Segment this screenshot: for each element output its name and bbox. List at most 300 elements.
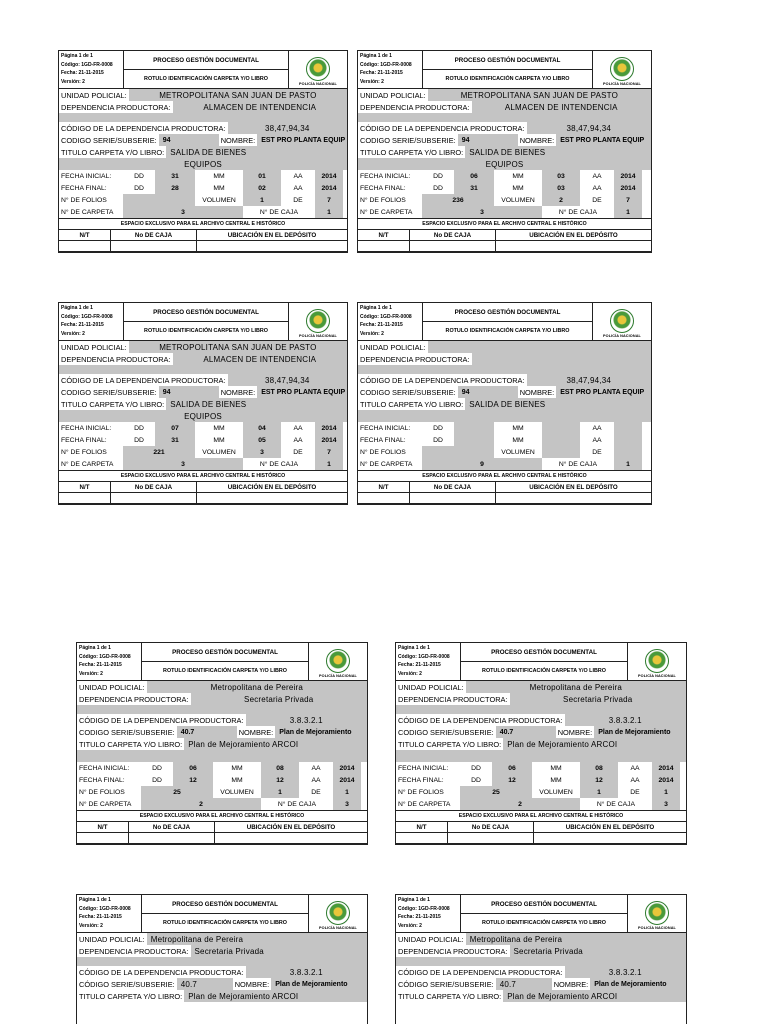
caja-value: 1 (315, 206, 343, 218)
codigo-dep-value: 3.8.3.2.1 (289, 967, 323, 977)
nt-cell (358, 493, 410, 504)
unidad-value: METROPOLITANA SAN JUAN DE PASTO (159, 90, 317, 100)
document-meta (358, 303, 423, 340)
page-info: Página 1 de 1 (360, 53, 392, 59)
dependencia-label: DEPENDENCIA PRODUCTORA: (360, 102, 470, 112)
folder-label-pasto-3 (58, 302, 348, 505)
carpeta-row (358, 458, 651, 470)
folios-value: 25 (460, 786, 532, 798)
dependencia-value: ALMACEN DE INTENDENCIA (203, 102, 317, 112)
ini-aa-value: 2014 (652, 762, 680, 774)
fecha-final-label: FECHA FINAL: (77, 774, 141, 786)
folios-label: N° DE FOLIOS (77, 786, 141, 798)
no-caja-cell (129, 833, 215, 844)
code-info: Código: 1GD-FR-0008 (360, 61, 412, 68)
police-seal-icon (326, 901, 350, 925)
ini-aa-value: 2014 (315, 422, 343, 434)
no-caja-header: No DE CAJA (410, 230, 496, 241)
mm-label: MM (494, 434, 542, 446)
date-info: Fecha: 21-11-2015 (79, 662, 122, 668)
archive-table (59, 482, 347, 504)
version-info: Versión: 2 (360, 330, 384, 337)
serie-value: 40.7 (180, 979, 198, 989)
caja-label: N° DE CAJA (542, 458, 614, 470)
titulo2-row (358, 410, 651, 422)
fecha-inicial-label: FECHA INICIAL: (358, 170, 422, 182)
de-value: 7 (614, 194, 642, 206)
titulo2-row (77, 750, 367, 762)
fin-mm-value: 05 (243, 434, 281, 446)
codigo-dep-row (358, 122, 651, 134)
serie-label: CODIGO SERIE/SUBSERIE: (398, 727, 494, 737)
nt-header: N/T (396, 822, 448, 833)
fecha-final-label: FECHA FINAL: (59, 182, 123, 194)
spacer-row (59, 365, 347, 374)
carpeta-label: N° DE CARPETA (59, 458, 123, 470)
serie-row (59, 134, 347, 146)
codigo-dep-row (59, 122, 347, 134)
unidad-value: Metropolitana de Pereira (210, 682, 304, 692)
serie-label: CODIGO SERIE/SUBSERIE: (79, 727, 175, 737)
nombre-label: NOMBRE: (220, 135, 256, 145)
folder-label-pereira-4 (395, 894, 687, 1024)
ubicacion-cell (197, 493, 347, 504)
serie-row (59, 386, 347, 398)
titulo-label: TITULO CARPETA Y/O LIBRO: (61, 147, 165, 157)
dependencia-value: Secretaria Privada (244, 694, 314, 704)
unidad-row (358, 89, 651, 101)
logo-text: POLICÍA NACIONAL (319, 674, 357, 678)
dd-label: DD (422, 170, 454, 182)
carpeta-value: 2 (141, 798, 261, 810)
codigo-dep-label: CÓDIGO DE LA DEPENDENCIA PRODUCTORA: (61, 375, 226, 385)
titulo-value: SALIDA DE BIENES (170, 399, 247, 409)
fecha-inicial-label: FECHA INICIAL: (59, 170, 123, 182)
archive-section-title: ESPACIO EXCLUSIVO PARA EL ARCHIVO CENTRAL E HISTÓRICO (396, 810, 686, 822)
serie-value: 40.7 (180, 728, 195, 736)
rotulo-title: ROTULO IDENTIFICACIÓN CARPETA Y/O LIBRO (144, 76, 268, 82)
volumen-value: 1 (580, 786, 618, 798)
de-label: DE (580, 446, 614, 458)
codigo-dep-label: CÓDIGO DE LA DEPENDENCIA PRODUCTORA: (398, 715, 563, 725)
caja-label: N° DE CAJA (243, 206, 315, 218)
titulo-value: SALIDA DE BIENES (469, 399, 546, 409)
police-seal-icon (610, 309, 634, 333)
page-info: Página 1 de 1 (360, 305, 392, 311)
mm-label: MM (494, 170, 542, 182)
fecha-final-row (59, 434, 347, 446)
fin-mm-value: 12 (580, 774, 618, 786)
nombre-value: Plan de Mejoramiento (275, 980, 348, 988)
nt-cell (77, 833, 129, 844)
nt-cell (59, 241, 111, 252)
spacer-row (396, 957, 686, 966)
titulo-label: TITULO CARPETA Y/O LIBRO: (360, 147, 464, 157)
document-meta (77, 643, 142, 680)
ini-aa-value: 2014 (315, 170, 343, 182)
no-caja-header: No DE CAJA (129, 822, 215, 833)
code-info: Código: 1GD-FR-0008 (79, 653, 131, 660)
volumen-value (542, 446, 580, 458)
codigo-dep-row (396, 966, 686, 978)
fin-aa-value: 2014 (315, 434, 343, 446)
aa-label: AA (299, 762, 333, 774)
fecha-final-row (59, 182, 347, 194)
label-header (396, 643, 686, 681)
label-header (77, 643, 367, 681)
aa-label: AA (618, 762, 652, 774)
titulo-label: TITULO CARPETA Y/O LIBRO: (398, 739, 502, 749)
fecha-final-label: FECHA FINAL: (358, 182, 422, 194)
unidad-row (396, 681, 686, 693)
fecha-inicial-row (358, 422, 651, 434)
nombre-value: EST PRO PLANTA EQUIP (560, 388, 645, 396)
document-meta (358, 51, 423, 88)
fin-mm-value (542, 434, 580, 446)
fin-aa-value: 2014 (614, 182, 642, 194)
mm-label: MM (494, 422, 542, 434)
codigo-dep-value: 3.8.3.2.1 (608, 715, 642, 725)
spacer-row (77, 705, 367, 714)
codigo-dep-row (358, 374, 651, 386)
fin-dd-value: 28 (155, 182, 195, 194)
codigo-dep-row (396, 714, 686, 726)
dependencia-label: DEPENDENCIA PRODUCTORA: (79, 694, 189, 704)
mm-label: MM (213, 774, 261, 786)
folios-label: N° DE FOLIOS (358, 194, 422, 206)
codigo-dep-row (77, 714, 367, 726)
document-meta (396, 643, 461, 680)
carpeta-value: 3 (123, 206, 243, 218)
serie-value: 94 (461, 136, 470, 144)
logo-text: POLICÍA NACIONAL (299, 334, 337, 338)
unidad-label: UNIDAD POLICIAL: (61, 90, 127, 100)
codigo-dep-label: CÓDIGO DE LA DEPENDENCIA PRODUCTORA: (79, 967, 244, 977)
serie-value: 40.7 (499, 979, 517, 989)
carpeta-value: 9 (422, 458, 542, 470)
ini-dd-value: 06 (173, 762, 213, 774)
aa-label: AA (618, 774, 652, 786)
mm-label: MM (195, 182, 243, 194)
aa-label: AA (281, 170, 315, 182)
carpeta-value: 3 (123, 458, 243, 470)
code-info: Código: 1GD-FR-0008 (79, 905, 131, 912)
folder-label-pereira-3 (76, 894, 368, 1024)
header-titles (124, 51, 289, 88)
nombre-label: NOMBRE: (519, 135, 555, 145)
ini-dd-value: 06 (454, 170, 494, 182)
police-logo (309, 895, 367, 932)
codigo-dep-value: 38,47,94,34 (566, 123, 611, 133)
date-info: Fecha: 21-11-2015 (398, 662, 441, 668)
codigo-dep-row (77, 966, 367, 978)
serie-row (358, 134, 651, 146)
police-logo (289, 303, 347, 340)
dependencia-label: DEPENDENCIA PRODUCTORA: (398, 946, 508, 956)
aa-label: AA (580, 170, 614, 182)
dependencia-row (59, 101, 347, 113)
version-info: Versión: 2 (61, 330, 85, 337)
ubicacion-header: UBICACIÓN EN EL DEPÓSITO (215, 822, 367, 833)
version-info: Versión: 2 (79, 670, 103, 677)
volumen-label: VOLUMEN (195, 194, 243, 206)
ubicacion-header: UBICACIÓN EN EL DEPÓSITO (197, 482, 347, 493)
header-titles (461, 643, 628, 680)
fin-dd-value: 12 (173, 774, 213, 786)
ini-mm-value: 08 (580, 762, 618, 774)
titulo-row (358, 398, 651, 410)
nombre-label: NOMBRE: (238, 727, 274, 737)
aa-label: AA (580, 182, 614, 194)
folios-value (422, 446, 494, 458)
titulo-row (396, 990, 686, 1002)
unidad-label: UNIDAD POLICIAL: (61, 342, 127, 352)
fecha-inicial-label: FECHA INICIAL: (358, 422, 422, 434)
fecha-inicial-label: FECHA INICIAL: (396, 762, 460, 774)
fecha-final-row (77, 774, 367, 786)
folios-label: N° DE FOLIOS (59, 194, 123, 206)
de-value: 1 (652, 786, 680, 798)
folder-label-pereira-1 (76, 642, 368, 845)
caja-value: 3 (333, 798, 361, 810)
ini-aa-value: 2014 (614, 170, 642, 182)
dependencia-row (358, 101, 651, 113)
aa-label: AA (281, 422, 315, 434)
volumen-label: VOLUMEN (213, 786, 261, 798)
fecha-final-row (358, 434, 651, 446)
codigo-dep-value: 38,47,94,34 (265, 123, 310, 133)
ini-mm-value: 08 (261, 762, 299, 774)
titulo-value: Plan de Mejoramiento ARCOI (507, 739, 618, 749)
carpeta-row (358, 206, 651, 218)
unidad-label: UNIDAD POLICIAL: (360, 90, 426, 100)
no-caja-cell (448, 833, 534, 844)
aa-label: AA (281, 434, 315, 446)
date-info: Fecha: 21-11-2015 (398, 914, 441, 920)
process-title: PROCESO GESTIÓN DOCUMENTAL (142, 643, 308, 662)
titulo-value: SALIDA DE BIENES (469, 147, 546, 157)
nt-cell (358, 241, 410, 252)
rotulo-title: ROTULO IDENTIFICACIÓN CARPETA Y/O LIBRO (144, 328, 268, 334)
unidad-label: UNIDAD POLICIAL: (398, 682, 464, 692)
folios-row (396, 786, 686, 798)
ini-aa-value (614, 422, 642, 434)
nt-header: N/T (358, 482, 410, 493)
logo-text: POLICÍA NACIONAL (299, 82, 337, 86)
nombre-label: NOMBRE: (553, 979, 589, 989)
titulo-row (396, 738, 686, 750)
volumen-label: VOLUMEN (195, 446, 243, 458)
titulo-label: TITULO CARPETA Y/O LIBRO: (79, 739, 183, 749)
no-caja-cell (111, 241, 197, 252)
nombre-value: Plan de Mejoramiento (594, 980, 667, 988)
ini-aa-value: 2014 (333, 762, 361, 774)
nombre-value: EST PRO PLANTA EQUIP (560, 136, 645, 144)
de-label: DE (299, 786, 333, 798)
date-info: Fecha: 21-11-2015 (61, 322, 104, 328)
dependencia-label: DEPENDENCIA PRODUCTORA: (398, 694, 508, 704)
serie-value: 40.7 (499, 728, 514, 736)
dependencia-value: Secretaria Privada (513, 946, 583, 956)
folder-label-pasto-2 (357, 50, 652, 253)
archive-table (77, 822, 367, 844)
archive-table (396, 822, 686, 844)
label-header (358, 51, 651, 89)
process-title: PROCESO GESTIÓN DOCUMENTAL (423, 51, 592, 70)
serie-value: 94 (461, 388, 470, 396)
dd-label: DD (141, 762, 173, 774)
unidad-value: METROPOLITANA SAN JUAN DE PASTO (159, 342, 317, 352)
folios-value: 25 (141, 786, 213, 798)
process-title: PROCESO GESTIÓN DOCUMENTAL (124, 51, 288, 70)
codigo-dep-label: CÓDIGO DE LA DEPENDENCIA PRODUCTORA: (79, 715, 244, 725)
spacer-row (59, 113, 347, 122)
volumen-label: VOLUMEN (494, 194, 542, 206)
titulo2-value: EQUIPOS (184, 159, 222, 169)
serie-value: 94 (162, 388, 171, 396)
fin-aa-value: 2014 (333, 774, 361, 786)
dependencia-label: DEPENDENCIA PRODUCTORA: (61, 102, 171, 112)
caja-value: 3 (652, 798, 680, 810)
version-info: Versión: 2 (79, 922, 103, 929)
police-logo (309, 643, 367, 680)
mm-label: MM (195, 170, 243, 182)
carpeta-row (77, 798, 367, 810)
titulo-label: TITULO CARPETA Y/O LIBRO: (79, 991, 183, 1001)
fecha-inicial-row (77, 762, 367, 774)
page-info: Página 1 de 1 (79, 645, 111, 651)
titulo-value: Plan de Mejoramiento ARCOI (188, 739, 299, 749)
date-info: Fecha: 21-11-2015 (79, 914, 122, 920)
unidad-label: UNIDAD POLICIAL: (360, 342, 426, 352)
fin-dd-value: 31 (155, 434, 195, 446)
de-value: 1 (333, 786, 361, 798)
titulo2-value: EQUIPOS (485, 159, 524, 169)
label-header (358, 303, 651, 341)
unidad-row (77, 933, 367, 945)
folios-row (59, 194, 347, 206)
rotulo-title: ROTULO IDENTIFICACIÓN CARPETA Y/O LIBRO (482, 668, 606, 674)
dependencia-row (396, 693, 686, 705)
dependencia-row (396, 945, 686, 957)
date-info: Fecha: 21-11-2015 (360, 322, 403, 328)
document-meta (59, 303, 124, 340)
date-info: Fecha: 21-11-2015 (61, 70, 104, 76)
fecha-final-label: FECHA FINAL: (396, 774, 460, 786)
folios-value (123, 194, 195, 206)
ubicacion-header: UBICACIÓN EN EL DEPÓSITO (197, 230, 347, 241)
spacer-row (358, 113, 651, 122)
ubicacion-header: UBICACIÓN EN EL DEPÓSITO (496, 230, 651, 241)
titulo-row (59, 146, 347, 158)
folios-label: N° DE FOLIOS (59, 446, 123, 458)
unidad-row (396, 933, 686, 945)
police-seal-icon (306, 57, 330, 81)
unidad-row (77, 681, 367, 693)
header-titles (423, 303, 593, 340)
volumen-value: 1 (261, 786, 299, 798)
header-titles (142, 643, 309, 680)
fecha-inicial-label: FECHA INICIAL: (77, 762, 141, 774)
ubicacion-cell (197, 241, 347, 252)
caja-label: N° DE CAJA (261, 798, 333, 810)
titulo-row (59, 398, 347, 410)
de-value: 7 (315, 446, 343, 458)
codigo-dep-value: 3.8.3.2.1 (289, 715, 323, 725)
volumen-label: VOLUMEN (532, 786, 580, 798)
codigo-dep-row (59, 374, 347, 386)
dependencia-row (59, 353, 347, 365)
dependencia-row (77, 945, 367, 957)
serie-row (77, 978, 367, 990)
carpeta-label: N° DE CARPETA (358, 206, 422, 218)
logo-text: POLICÍA NACIONAL (638, 926, 676, 930)
logo-text: POLICÍA NACIONAL (603, 334, 641, 338)
titulo-label: TITULO CARPETA Y/O LIBRO: (398, 991, 502, 1001)
dependencia-value: Secretaria Privada (194, 946, 264, 956)
archive-table (59, 230, 347, 252)
nombre-label: NOMBRE: (234, 979, 270, 989)
nt-cell (59, 493, 111, 504)
mm-label: MM (532, 762, 580, 774)
ini-dd-value (454, 422, 494, 434)
codigo-dep-value: 38,47,94,34 (566, 375, 611, 385)
code-info: Código: 1GD-FR-0008 (360, 313, 412, 320)
caja-label: N° DE CAJA (580, 798, 652, 810)
dependencia-value: ALMACEN DE INTENDENCIA (504, 102, 618, 112)
mm-label: MM (195, 422, 243, 434)
nt-header: N/T (59, 482, 111, 493)
dependencia-label: DEPENDENCIA PRODUCTORA: (79, 946, 189, 956)
date-info: Fecha: 21-11-2015 (360, 70, 403, 76)
titulo2-row (358, 158, 651, 170)
unidad-value: Metropolitana de Pereira (469, 934, 563, 944)
dependencia-row (358, 353, 651, 365)
archive-section-title: ESPACIO EXCLUSIVO PARA EL ARCHIVO CENTRAL E HISTÓRICO (77, 810, 367, 822)
spacer-row (77, 957, 367, 966)
code-info: Código: 1GD-FR-0008 (398, 653, 450, 660)
archive-table (358, 482, 651, 504)
police-seal-icon (326, 649, 350, 673)
page-info: Página 1 de 1 (61, 53, 93, 59)
titulo-row (358, 146, 651, 158)
version-info: Versión: 2 (61, 78, 85, 85)
titulo-value: Plan de Mejoramiento ARCOI (188, 991, 299, 1001)
header-titles (124, 303, 289, 340)
caja-label: N° DE CAJA (542, 206, 614, 218)
unidad-row (59, 341, 347, 353)
no-caja-header: No DE CAJA (111, 482, 197, 493)
folder-label-pasto-4 (357, 302, 652, 505)
header-titles (142, 895, 309, 932)
ini-mm-value: 01 (243, 170, 281, 182)
document-meta (396, 895, 461, 932)
spacer-row (358, 365, 651, 374)
folios-value: 236 (422, 194, 494, 206)
de-value: 7 (315, 194, 343, 206)
process-title: PROCESO GESTIÓN DOCUMENTAL (124, 303, 288, 322)
mm-label: MM (532, 774, 580, 786)
titulo-row (77, 738, 367, 750)
folder-label-pasto-1 (58, 50, 348, 253)
logo-text: POLICÍA NACIONAL (638, 674, 676, 678)
aa-label: AA (580, 422, 614, 434)
police-logo (628, 643, 686, 680)
fin-mm-value: 12 (261, 774, 299, 786)
serie-value: 94 (162, 136, 171, 144)
nombre-value: Plan de Mejoramiento (279, 728, 352, 736)
serie-label: CÓDIGO SERIE/SUBSERIE: (398, 979, 494, 989)
